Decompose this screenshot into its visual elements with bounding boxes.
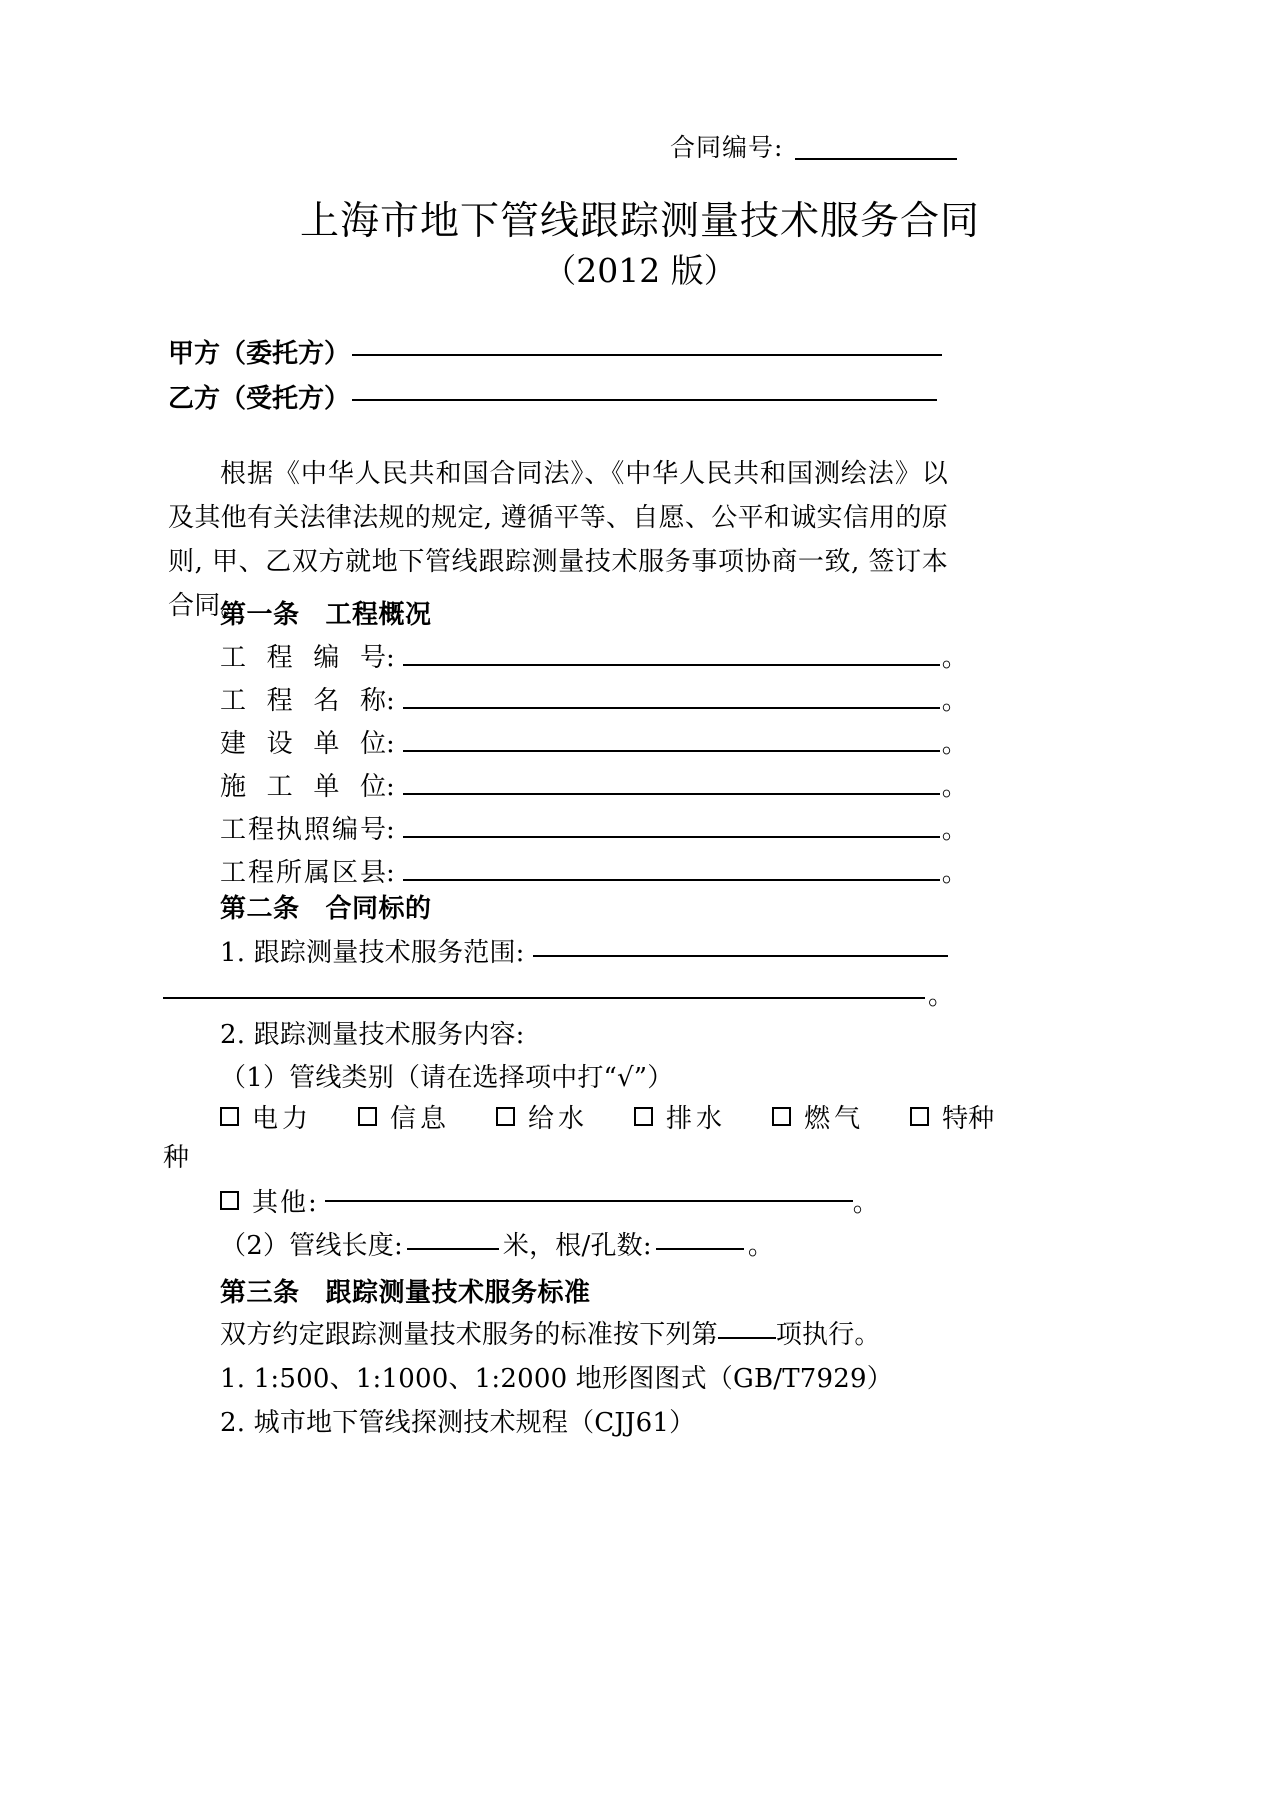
section-2-heading (220, 888, 432, 925)
field-terminator: 。 (941, 729, 968, 759)
checkbox-box-icon[interactable] (910, 1107, 929, 1126)
pipe-length-mid: 米，根/孔数: (502, 1231, 652, 1261)
pipe-category-label: （1）管线类别（请在选择项中打“√”） (220, 1063, 674, 1093)
field-blank[interactable] (403, 771, 940, 795)
checkbox-item-information[interactable] (358, 1098, 450, 1135)
field-colon: : (386, 772, 395, 802)
field-colon: : (386, 815, 395, 845)
standard-item-2: 2. 城市地下管线探测技术规程（CJJ61） (220, 1408, 696, 1438)
standard-selection-blank[interactable] (718, 1337, 776, 1339)
checkbox-box-icon-other[interactable] (220, 1191, 239, 1210)
contract-number-blank[interactable] (795, 158, 957, 160)
page-subtitle: （2012 版） (543, 251, 737, 290)
pipe-length-prefix: （2）管线长度: (220, 1231, 403, 1261)
party-b-row (168, 378, 937, 415)
standard-item-1: 1. 1:500、1:1000、1:2000 地形图图式（GB/T7929） (220, 1364, 893, 1394)
checkbox-item-drainage[interactable] (634, 1098, 726, 1135)
section-3-title: 跟踪测量技术服务标准 (325, 1278, 591, 1308)
page-title: 上海市地下管线跟踪测量技术服务合同 (299, 199, 980, 244)
field-colon: : (386, 643, 395, 673)
checkbox-box-icon[interactable] (634, 1107, 653, 1126)
service-scope-row (220, 932, 948, 969)
field-label: 工程所属区县 (220, 858, 386, 888)
field-label: 工程执照编号 (220, 815, 386, 845)
checkbox-item-power[interactable] (220, 1098, 312, 1135)
pipe-type-overflow-char: 种 (163, 1143, 190, 1173)
checkbox-label: 燃气 (804, 1104, 865, 1134)
checkbox-label: 给水 (528, 1104, 589, 1134)
field-terminator: 。 (941, 686, 968, 716)
field-terminator: 。 (941, 858, 968, 888)
field-colon: : (386, 729, 395, 759)
service-scope-blank-continued[interactable] (163, 997, 925, 999)
field-row (220, 680, 968, 717)
checkbox-box-icon[interactable] (772, 1107, 791, 1126)
checkbox-box-icon[interactable] (220, 1107, 239, 1126)
field-row (220, 809, 968, 846)
checkbox-label: 电力 (252, 1104, 313, 1134)
contract-number-label: 合同编号: (670, 133, 784, 162)
checkbox-item-water-supply[interactable] (496, 1098, 588, 1135)
checkbox-label: 信息 (390, 1104, 451, 1134)
other-option-row (220, 1182, 879, 1219)
field-label: 施工单位 (220, 772, 386, 802)
party-b-blank[interactable] (352, 399, 937, 401)
section-1-number: 第一条 (220, 600, 300, 630)
standard-selection-suffix: 项执行。 (775, 1320, 881, 1350)
field-row (220, 723, 968, 760)
section-2-title: 合同标的 (325, 894, 432, 924)
section-3-heading (220, 1272, 591, 1309)
standard-selection-row (220, 1314, 881, 1351)
pipe-count-blank[interactable] (656, 1248, 744, 1250)
field-blank[interactable] (403, 642, 940, 666)
standard-selection-prefix: 双方约定跟踪测量技术服务的标准按下列第 (220, 1320, 718, 1350)
field-row (220, 766, 968, 803)
checkbox-label: 特种 (942, 1104, 995, 1134)
party-a-row (168, 333, 942, 370)
field-label: 工程编号 (220, 643, 386, 673)
service-content-label: 2. 跟踪测量技术服务内容: (220, 1020, 525, 1050)
service-scope-blank[interactable] (533, 955, 948, 957)
field-blank[interactable] (403, 685, 940, 709)
field-terminator: 。 (941, 643, 968, 673)
field-row (220, 852, 968, 889)
field-blank[interactable] (403, 857, 940, 881)
checkbox-box-icon[interactable] (358, 1107, 377, 1126)
party-a-label: 甲方（委托方） (168, 339, 351, 369)
field-blank[interactable] (403, 728, 940, 752)
section-1-heading (220, 594, 432, 631)
checkbox-label: 排水 (666, 1104, 727, 1134)
preamble-paragraph: 根据《中华人民共和国合同法》、《中华人民共和国测绘法》以及其他有关法律法规的规定, 遵循平等、自愿、公平和诚实信用的原则, 甲、乙双方就地下管线跟踪测量技术服务事项协商一致, 签订本合同。 (168, 459, 948, 621)
other-option-label: 其他: (252, 1188, 319, 1218)
section-1-title: 工程概况 (325, 600, 432, 630)
other-option-blank[interactable] (325, 1200, 853, 1202)
pipe-length-terminator: 。 (747, 1231, 775, 1261)
field-label: 工程名称 (220, 686, 386, 716)
field-label: 建设单位 (220, 729, 386, 759)
pipe-length-row (220, 1225, 774, 1262)
checkbox-box-icon[interactable] (496, 1107, 515, 1126)
party-a-blank[interactable] (352, 354, 942, 356)
section-3-number: 第三条 (220, 1278, 300, 1308)
checkbox-item-special[interactable] (910, 1098, 994, 1135)
field-blank[interactable] (403, 814, 940, 838)
field-colon: : (386, 858, 395, 888)
section-2-number: 第二条 (220, 894, 300, 924)
field-colon: : (386, 686, 395, 716)
pipe-type-checkbox-group (220, 1098, 994, 1135)
party-b-label: 乙方（受托方） (168, 384, 351, 414)
contract-number-line (670, 128, 957, 164)
field-terminator: 。 (941, 815, 968, 845)
service-scope-terminator: 。 (928, 981, 955, 1011)
checkbox-item-gas[interactable] (772, 1098, 864, 1135)
field-terminator: 。 (941, 772, 968, 802)
field-row (220, 637, 968, 674)
other-option-terminator: 。 (852, 1188, 879, 1218)
service-scope-label: 1. 跟踪测量技术服务范围: (220, 938, 525, 968)
pipe-length-blank[interactable] (407, 1248, 499, 1250)
